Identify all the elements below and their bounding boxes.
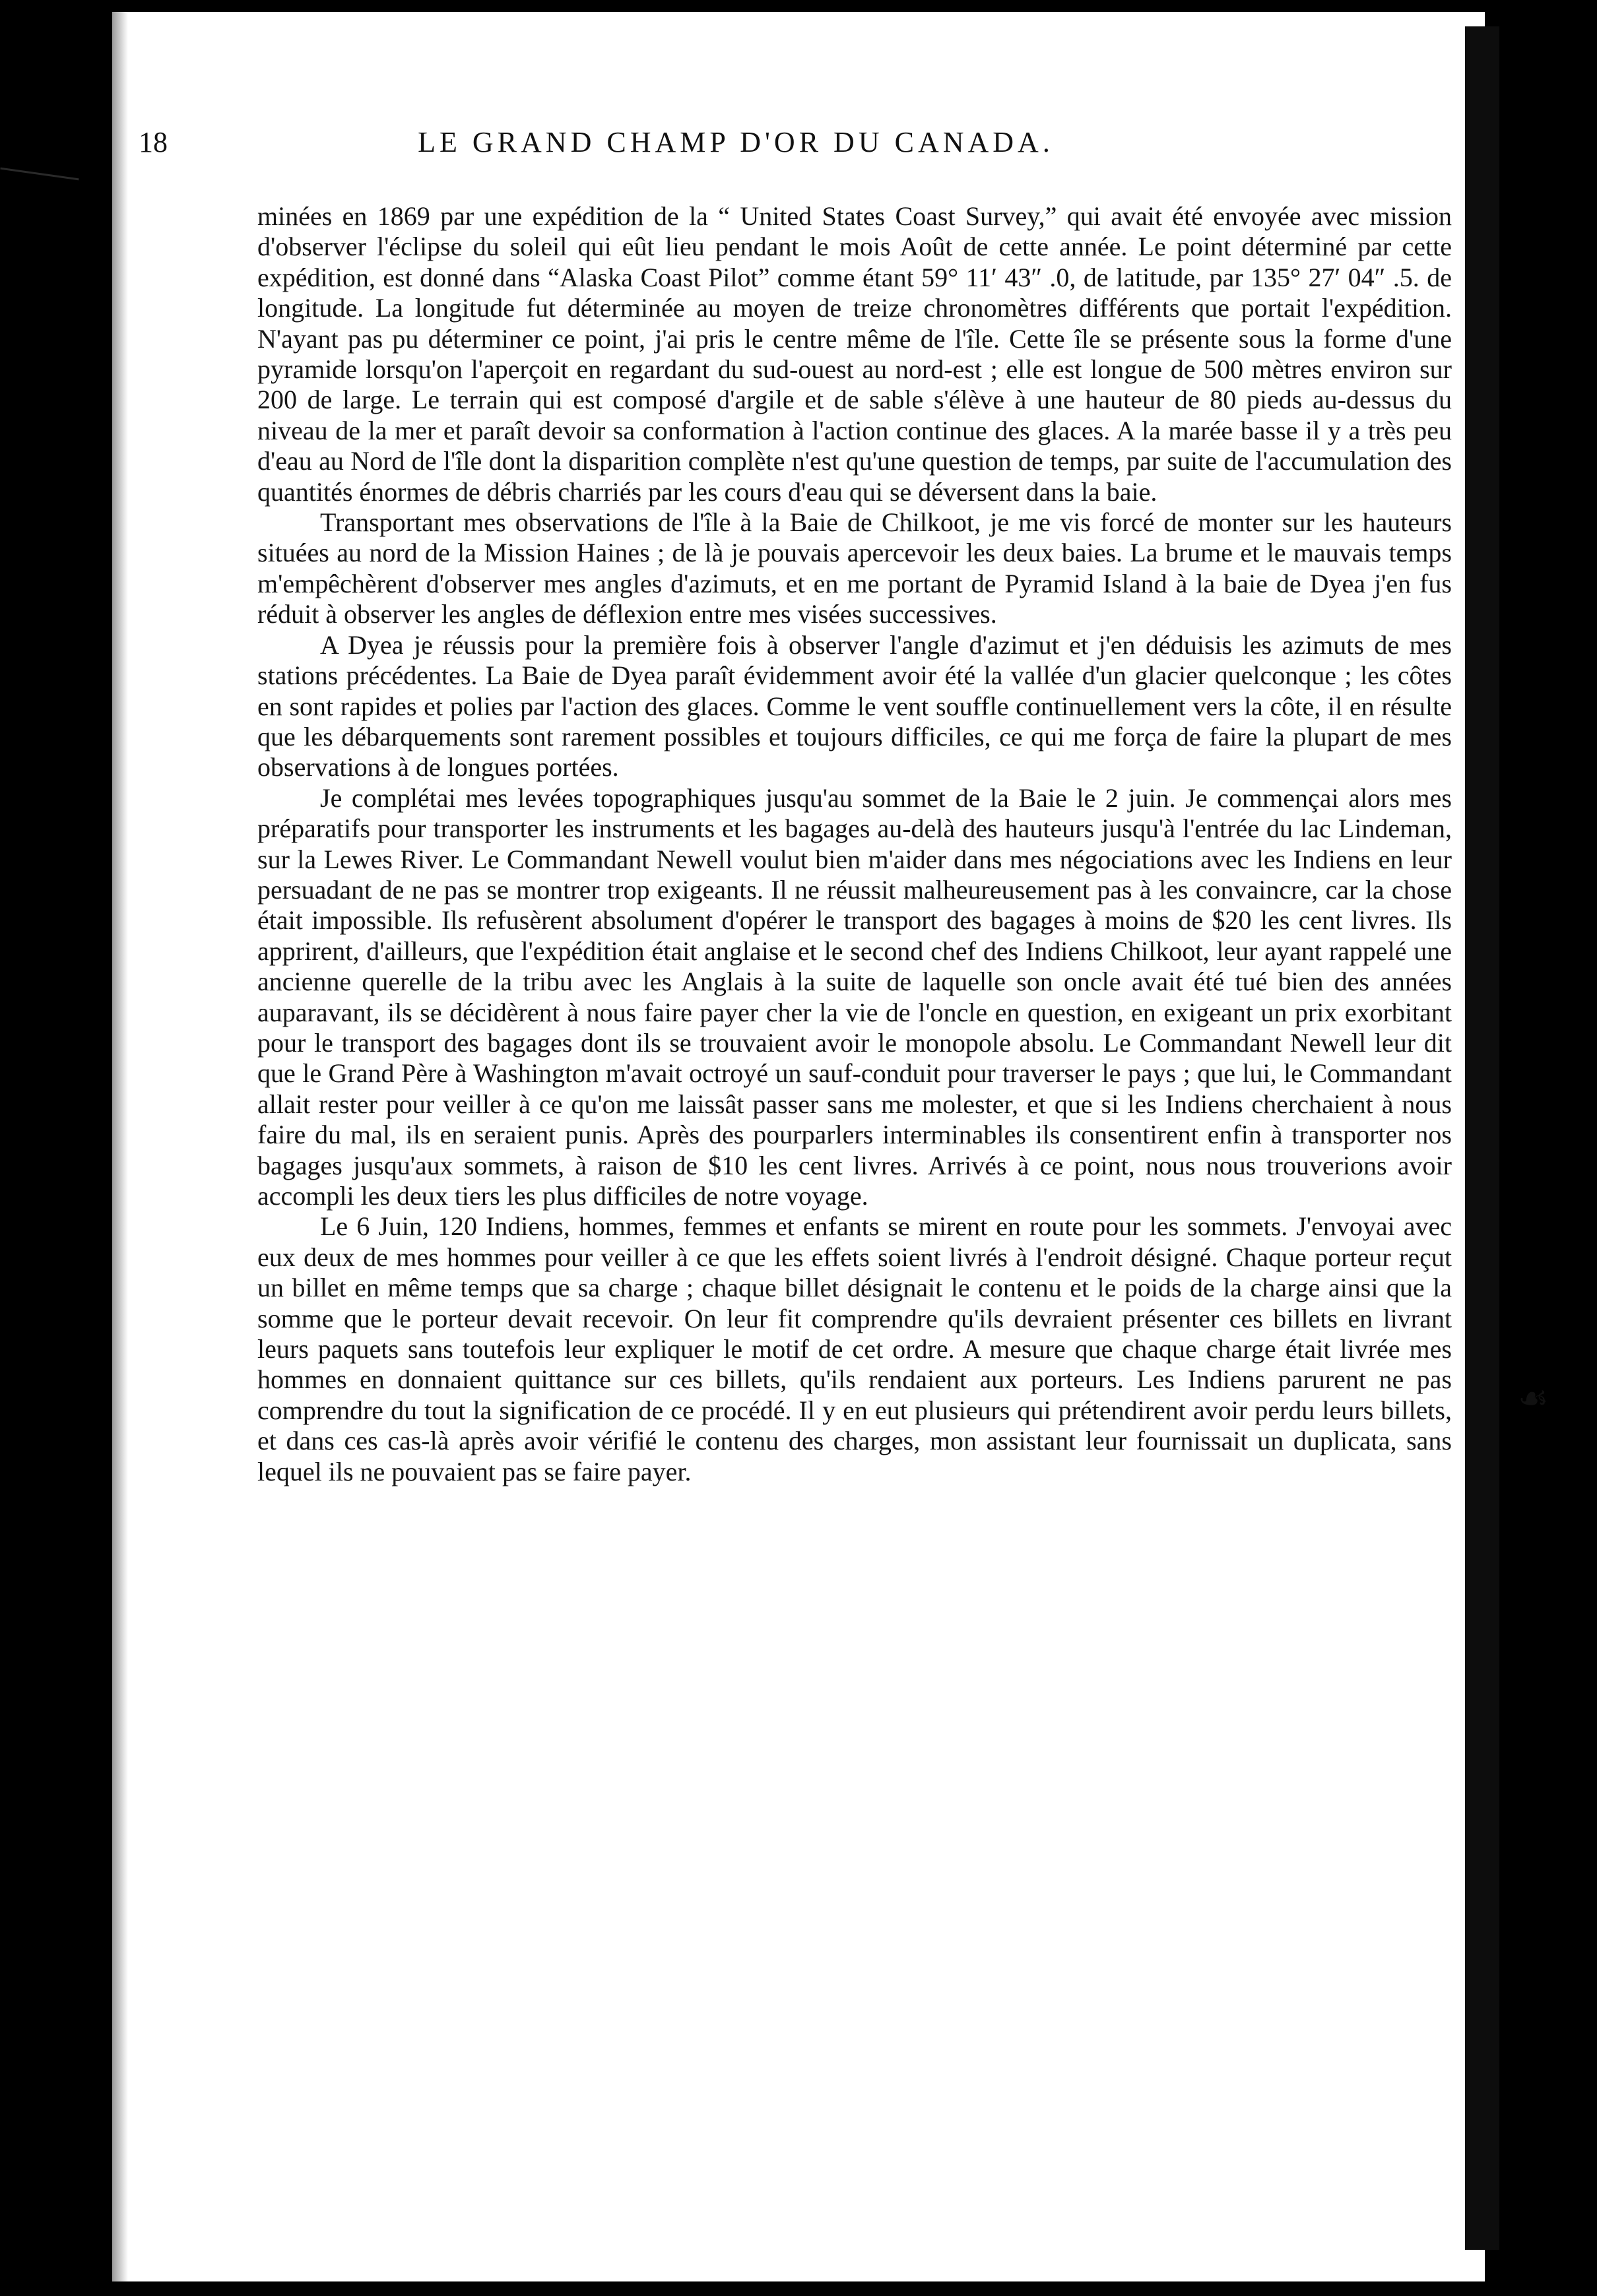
paragraph-3: A Dyea je réussis pour la première fois à observer l'angle d'azimut et j'en déduisis les azimuts de mes stations précédentes. La Baie de Dyea paraît évidemment avoir été la vallée d'un glacier quelconque ; les côtes en sont rapides et polies par l'action des glaces. Comme le vent souffle continuellement vers la côte, il en résulte que les débarquements sont rarement possibles et toujours difficiles, ce qui me força de faire la plupart de mes observations à de longues portées.: [257, 629, 1452, 782]
paragraph-2: Transportant mes observations de l'île à la Baie de Chilkoot, je me vis forcé de monter sur les hauteurs situées au nord de la Mission Haines ; de là je pouvais apercevoir les deux baies. La brume et le mauvais temps m'empêchèrent d'observer mes angles d'azimuts, et en me portant de Pyramid Island à la baie de Dyea j'en fus réduit à observer les angles de déflexion entre mes visées successives.: [257, 507, 1452, 629]
page-gutter-shadow: [112, 12, 128, 2281]
scan-border-right: [1465, 26, 1499, 2250]
running-head-title: LE GRAND CHAMP D'OR DU CANADA.: [418, 126, 1054, 158]
page-number: 18: [139, 126, 168, 158]
paragraph-5: Le 6 Juin, 120 Indiens, hommes, femmes et enfants se mirent en route pour les sommets. J'envoyai avec eux deux de mes hommes pour veiller à ce que les effets soient livrés à l'endroit désigné. Chaque porteur reçut un billet en même temps que sa charge ; chaque billet désignait le contenu et le poids de la charge ainsi que la somme que le porteur devait recevoir. On leur fit comprendre qu'ils devraient présenter ces billets en livrant leurs paquets sans toutefois leur expliquer le motif de cet ordre. A mesure que chaque charge était livrée mes hommes en donnaient quittance sur ces billets, qu'ils rendaient aux porteurs. Les Indiens parurent ne pas comprendre du tout la signification de ce procédé. Il y en eut plusieurs qui prétendirent avoir perdu leurs billets, et dans ces cas-là après avoir vérifié le contenu des charges, mon assistant leur fournissait un duplicata, sans lequel ils ne pouvaient pas se faire payer.: [257, 1211, 1452, 1486]
running-head: [139, 125, 1221, 159]
scan-border-left: [0, 0, 112, 2296]
paragraph-1: minées en 1869 par une expédition de la “ United States Coast Survey,” qui avait été envoyée avec mission d'observer l'éclipse du soleil qui eût lieu pendant le mois Août de cette année. Le point déterminé par cette expédition, est donné dans “Alaska Coast Pilot” comme étant 59° 11′ 43″ .0, de latitude, par 135° 27′ 04″ .5. de longitude. La longitude fut déterminée au moyen de treize chronomètres différents que portait l'expédition. N'ayant pas pu déterminer ce point, j'ai pris le centre même de l'île. Cette île se présente sous la forme d'une pyramide lorsqu'on l'aperçoit en regardant du sud-ouest au nord-est ; elle est longue de 500 mètres environ sur 200 de large. Le terrain qui est composé d'argile et de sable s'élève à une hauteur de 80 pieds au-dessus du niveau de la mer et paraît devoir sa conformation à l'action continue des glaces. A la marée basse il y a très peu d'eau au Nord de l'île dont la disparition complète n'est qu'une question de temps, par suite de l'accumulation des quantités énormes de débris charriés par les cours d'eau qui se déversent dans la baie.: [257, 201, 1452, 507]
paragraph-4: Je complétai mes levées topographiques jusqu'au sommet de la Baie le 2 juin. Je commençai alors mes préparatifs pour transporter les instruments et les bagages au-delà des hauteurs jusqu'à l'entrée du lac Lindeman, sur la Lewes River. Le Commandant Newell voulut bien m'aider dans mes négociations avec les Indiens en leur persuadant de ne pas se montrer trop exigeants. Il ne réussit malheureusement pas à les convaincre, car la chose était impossible. Ils refusèrent absolument d'opérer le transport des bagages à moins de $20 les cent livres. Ils apprirent, d'ailleurs, que l'expédition était anglaise et le second chef des Indiens Chilkoot, leur ayant rappelé une ancienne querelle de la tribu avec les Anglais à la suite de laquelle son oncle avait été tué bien des années auparavant, ils se décidèrent à nous faire payer cher la vie de l'oncle en question, en exigeant un prix exorbitant pour le transport des bagages dont ils se trouvaient avoir le monopole absolu. Le Commandant Newell leur dit que le Grand Père à Washington m'avait octroyé un sauf-conduit pour traverser le pays ; que lui, le Commandant allait rester pour veiller à ce qu'on me laissât passer sans me molester, et que si les Indiens cherchaient à nous faire du mal, ils en seraient punis. Après des pourparlers interminables ils consentirent enfin à transporter nos bagages jusqu'aux sommets, à raison de $10 les cent livres. Arrivés à ce point, nous nous trouverions avoir accompli les deux tiers les plus difficiles de notre voyage.: [257, 782, 1452, 1211]
margin-ornament-icon: ☙: [1518, 1380, 1549, 1418]
body-text: [257, 201, 1452, 1487]
